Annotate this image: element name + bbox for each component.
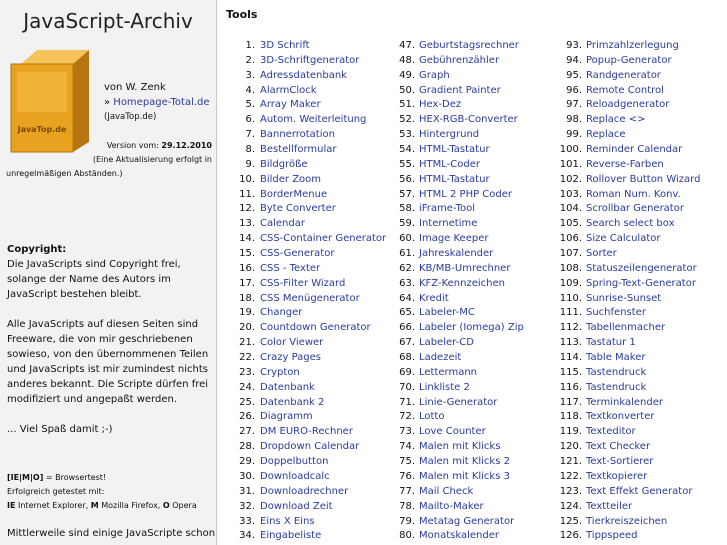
- tool-number: 52.: [399, 114, 415, 126]
- tool-number: 19.: [239, 307, 255, 319]
- tool-link[interactable]: Text-Sortierer: [586, 456, 654, 468]
- tool-number: 16.: [239, 262, 255, 274]
- tool-number: 22.: [239, 352, 255, 364]
- tool-number: 1.: [245, 40, 255, 51]
- tool-number: 57.: [399, 188, 415, 200]
- tool-number: 32.: [239, 500, 255, 512]
- tool-number: 58.: [399, 203, 415, 215]
- tool-number: 74.: [399, 441, 415, 453]
- tool-link[interactable]: Eins X Eins: [260, 515, 315, 527]
- site-title: JavaScript-Archiv: [23, 9, 193, 33]
- browser-list: [7, 499, 213, 513]
- tool-number: 18.: [239, 292, 255, 304]
- tool-link[interactable]: Size Calculator: [586, 233, 661, 245]
- tool-link[interactable]: Monatskalender: [419, 530, 499, 542]
- tool-number: 105.: [559, 218, 582, 230]
- tool-number: 117.: [559, 396, 582, 408]
- tool-number: 120.: [559, 441, 582, 453]
- tool-number: 123.: [559, 485, 582, 497]
- tool-number: 2.: [245, 54, 255, 66]
- tool-number: 13.: [239, 218, 255, 230]
- tool-number: 68.: [399, 352, 415, 364]
- tool-link[interactable]: Textkopierer: [586, 470, 648, 482]
- tool-number: 103.: [559, 188, 582, 200]
- tool-number: 71.: [399, 396, 415, 408]
- tool-link[interactable]: CSS - Texter: [260, 262, 321, 274]
- tool-number: 20.: [239, 322, 255, 334]
- tool-link[interactable]: Replace <>: [586, 114, 646, 126]
- tool-link[interactable]: Dropdown Calendar: [260, 441, 360, 453]
- tool-link[interactable]: Lotto: [419, 411, 445, 423]
- tool-number: 49.: [399, 69, 415, 81]
- tool-link[interactable]: Mail Check: [419, 485, 474, 497]
- tool-link[interactable]: Love Counter: [419, 426, 486, 438]
- tool-link[interactable]: Bildgröße: [260, 158, 308, 170]
- tool-link[interactable]: Gebührenzähler: [419, 54, 500, 66]
- tool-link[interactable]: HTML-Coder: [419, 158, 480, 170]
- tool-link[interactable]: Byte Converter: [260, 203, 336, 215]
- tool-number: 108.: [559, 262, 582, 274]
- tool-link[interactable]: Gradient Painter: [419, 84, 501, 96]
- tool-link[interactable]: Color Viewer: [260, 337, 324, 349]
- tool-link[interactable]: 3D Schrift: [260, 40, 310, 51]
- tool-link[interactable]: KFZ-Kennzeichen: [419, 277, 505, 289]
- tool-number: 72.: [399, 411, 415, 423]
- tool-number: 6.: [245, 114, 255, 126]
- tool-link[interactable]: Crazy Pages: [260, 352, 321, 364]
- tool-link[interactable]: Labeler-MC: [419, 307, 475, 319]
- tool-link[interactable]: Statuszeilengenerator: [586, 262, 697, 274]
- tool-link[interactable]: Reverse-Farben: [586, 158, 664, 170]
- homepage-line: [104, 95, 210, 110]
- tool-link[interactable]: Downloadcalc: [260, 470, 330, 482]
- tool-number: 110.: [559, 292, 582, 304]
- tool-link[interactable]: HEX-RGB-Converter: [419, 114, 518, 126]
- tool-number: 17.: [239, 277, 255, 289]
- browser-o-code: O: [162, 501, 170, 510]
- tool-link[interactable]: Linie-Generator: [419, 396, 498, 408]
- tool-link[interactable]: Search select box: [586, 218, 675, 230]
- tool-number: 51.: [399, 99, 415, 111]
- tool-link[interactable]: Bilder Zoom: [260, 173, 322, 185]
- tool-link[interactable]: Rollover Button Wizard: [586, 173, 701, 185]
- tool-link[interactable]: CSS Menügenerator: [260, 292, 360, 304]
- tool-number: 14.: [239, 233, 255, 245]
- tool-number: 101.: [559, 158, 582, 170]
- tool-number: 94.: [566, 54, 582, 66]
- tool-number: 34.: [239, 530, 255, 542]
- browser-legend: [7, 471, 213, 485]
- homepage-prefix: »: [104, 97, 114, 108]
- tool-link[interactable]: Graph: [419, 69, 450, 81]
- tool-number: 104.: [559, 203, 582, 215]
- tool-number: 111.: [559, 307, 582, 319]
- tool-link[interactable]: Malen mit Klicks: [419, 441, 501, 453]
- tool-number: 27.: [239, 426, 255, 438]
- tool-number: 97.: [566, 99, 582, 111]
- copyright-text-1: Die JavaScripts sind Copyright frei, solange der Name des Autors im JavaScript bestehen bleibt.: [7, 259, 181, 300]
- tool-number: 62.: [399, 262, 415, 274]
- tool-number: 79.: [399, 515, 415, 527]
- tool-link[interactable]: Sorter: [586, 248, 617, 260]
- tool-link[interactable]: Eingabeliste: [260, 530, 322, 542]
- tool-number: 69.: [399, 366, 415, 378]
- browser-o-name: Opera: [169, 501, 197, 510]
- tool-link[interactable]: Countdown Generator: [260, 322, 371, 334]
- tool-link[interactable]: Sunrise-Sunset: [586, 292, 662, 304]
- tool-number: 65.: [399, 307, 415, 319]
- tool-link[interactable]: Primzahlzerlegung: [586, 40, 679, 51]
- tool-number: 23.: [239, 366, 255, 378]
- tool-number: 10.: [239, 173, 255, 185]
- tool-link[interactable]: Changer: [260, 307, 303, 319]
- tool-number: 125.: [559, 515, 582, 527]
- tool-number: 48.: [399, 54, 415, 66]
- tool-number: 64.: [399, 292, 415, 304]
- tool-number: 107.: [559, 248, 582, 260]
- tool-link[interactable]: Bestellformular: [260, 144, 337, 156]
- browser-legend-text: = Browsertest!: [43, 473, 107, 482]
- tool-link[interactable]: DM EURO-Rechner: [260, 426, 353, 438]
- version-note-cont: unregelmäßigen Abständen.): [6, 169, 123, 178]
- tool-number: 25.: [239, 396, 255, 408]
- version-note: (Eine Aktualisierung erfolgt in: [92, 155, 212, 164]
- tool-link[interactable]: Tabellenmacher: [586, 322, 666, 334]
- tool-link[interactable]: Randgenerator: [586, 69, 661, 81]
- tool-number: 100.: [559, 144, 582, 156]
- tool-link[interactable]: Doppelbutton: [260, 456, 329, 468]
- copyright-text-3: ... Viel Spaß damit ;-): [7, 424, 113, 435]
- tool-number: 59.: [399, 218, 415, 230]
- tool-link[interactable]: Tippspeed: [586, 530, 638, 542]
- tool-link[interactable]: BorderMenue: [260, 188, 328, 200]
- tool-number: 77.: [399, 485, 415, 497]
- tool-number: 31.: [239, 485, 255, 497]
- tool-link[interactable]: Spring-Text-Generator: [586, 277, 696, 289]
- version-prefix: Version vom:: [106, 141, 162, 150]
- browser-test-block: [7, 471, 213, 513]
- tool-number: 54.: [399, 144, 415, 156]
- copyright-title: Copyright:: [7, 244, 67, 255]
- tool-link[interactable]: Text Effekt Generator: [586, 485, 693, 497]
- tool-number: 96.: [566, 84, 582, 96]
- tool-link[interactable]: Malen mit Klicks 3: [419, 470, 510, 482]
- tool-link[interactable]: Tierkreiszeichen: [586, 515, 668, 527]
- tool-link[interactable]: Remote Control: [586, 84, 664, 96]
- tool-link[interactable]: Texteditor: [586, 426, 636, 438]
- tool-link[interactable]: CSS-Container Generator: [260, 233, 387, 245]
- tool-link[interactable]: AlarmClock: [260, 84, 317, 96]
- tool-number: 24.: [239, 381, 255, 393]
- tool-number: 53.: [399, 129, 415, 141]
- tool-link[interactable]: Scrollbar Generator: [586, 203, 684, 215]
- tool-number: 33.: [239, 515, 255, 527]
- copyright-text-2: Alle JavaScripts auf diesen Seiten sind Freeware, die von mir geschriebenen sowieso, von den übernommenen Teilen und JavaScripts ist mir zumindest nichts anderes bekannt. Die Scripte dürfen frei modifiziert und angepaßt werden.: [7, 319, 209, 405]
- tool-number: 73.: [399, 426, 415, 438]
- logo-text: JavaTop.de: [17, 125, 67, 134]
- tool-link[interactable]: Crypton: [260, 366, 300, 378]
- tool-link[interactable]: Hex-Dez: [419, 99, 462, 111]
- tool-link[interactable]: Textkonverter: [586, 411, 655, 423]
- tool-number: 7.: [245, 129, 255, 141]
- author-sub: (JavaTop.de): [104, 112, 157, 122]
- tool-link[interactable]: iFrame-Tool: [419, 203, 476, 215]
- tool-link[interactable]: Labeler-CD: [419, 337, 474, 349]
- tool-link[interactable]: Textteiler: [586, 500, 633, 512]
- tool-number: 80.: [399, 530, 415, 542]
- tool-number: 4.: [245, 84, 255, 96]
- tool-link[interactable]: Reloadgenerator: [586, 99, 670, 111]
- tool-number: 70.: [399, 381, 415, 393]
- tool-link[interactable]: Metatag Generator: [419, 515, 515, 527]
- tool-number: 121.: [559, 456, 582, 468]
- tool-number: 12.: [239, 203, 255, 215]
- tool-link[interactable]: Geburtstagsrechner: [419, 40, 519, 51]
- tool-number: 66.: [399, 322, 415, 334]
- tool-link[interactable]: Roman Num. Konv.: [586, 188, 681, 200]
- version-line: [0, 139, 212, 153]
- tool-link[interactable]: Ladezeit: [419, 352, 462, 364]
- tool-link[interactable]: KB/MB-Umrechner: [419, 262, 511, 274]
- tool-number: 113.: [559, 337, 582, 349]
- tool-number: 99.: [566, 129, 582, 141]
- browser-m-name: Mozilla Firefox,: [98, 501, 163, 510]
- tool-number: 21.: [239, 337, 255, 349]
- tool-number: 56.: [399, 173, 415, 185]
- tool-link[interactable]: Download Zeit: [260, 500, 333, 512]
- tool-link[interactable]: Table Maker: [586, 352, 646, 364]
- tool-number: 11.: [239, 188, 255, 200]
- tool-link[interactable]: Hintergrund: [419, 129, 480, 141]
- tool-number: 55.: [399, 158, 415, 170]
- tool-number: 67.: [399, 337, 415, 349]
- tool-link[interactable]: HTML-Tastatur: [419, 173, 490, 185]
- tool-link[interactable]: Lettermann: [419, 366, 478, 378]
- tool-link[interactable]: Datenbank: [260, 381, 315, 393]
- tool-number: 28.: [239, 441, 255, 453]
- tool-link[interactable]: Diagramm: [260, 411, 313, 423]
- browser-m-code: M: [90, 501, 99, 510]
- tool-link[interactable]: Image Keeper: [419, 233, 489, 245]
- tool-number: 76.: [399, 470, 415, 482]
- version-date: 29.12.2010: [161, 141, 212, 150]
- tool-number: 122.: [559, 470, 582, 482]
- tool-number: 102.: [559, 173, 582, 185]
- tool-link[interactable]: CSS-Filter Wizard: [260, 277, 346, 289]
- tool-number: 126.: [559, 530, 582, 542]
- tool-link[interactable]: Labeler (Iomega) Zip: [419, 322, 524, 334]
- tool-number: 106.: [559, 233, 582, 245]
- tool-link[interactable]: CSS-Generator: [260, 248, 335, 260]
- tool-link[interactable]: Adressdatenbank: [260, 69, 347, 81]
- tool-link[interactable]: Kredit: [419, 292, 449, 304]
- tool-link[interactable]: Tastendruck: [586, 381, 647, 393]
- tool-link[interactable]: Suchfenster: [586, 307, 646, 319]
- tool-link[interactable]: HTML-Tastatur: [419, 144, 490, 156]
- browser-tested-label: Erfolgreich getestet mit:: [7, 487, 105, 496]
- tool-link[interactable]: Terminkalender: [586, 396, 663, 408]
- tool-link[interactable]: HTML 2 PHP Coder: [419, 188, 513, 200]
- tool-link[interactable]: Internetime: [419, 218, 478, 230]
- author-block: [104, 80, 210, 125]
- tool-number: 47.: [399, 40, 415, 51]
- tool-link[interactable]: Mailto-Maker: [419, 500, 484, 512]
- tool-number: 119.: [559, 426, 582, 438]
- tool-number: 15.: [239, 248, 255, 260]
- tool-number: 124.: [559, 500, 582, 512]
- copyright-section: [7, 242, 213, 437]
- tool-link[interactable]: Popup-Generator: [586, 54, 672, 66]
- tool-number: 93.: [566, 40, 582, 51]
- tool-link[interactable]: Tastendruck: [586, 366, 647, 378]
- browser-ie-name: Internet Explorer,: [15, 501, 91, 510]
- sidebar: [0, 0, 217, 545]
- tool-link[interactable]: Tastatur 1: [586, 337, 636, 349]
- tool-link[interactable]: Downloadrechner: [260, 485, 349, 497]
- tool-number: 29.: [239, 456, 255, 468]
- tool-link[interactable]: 3D-Schriftgenerator: [260, 54, 360, 66]
- tool-number: 116.: [559, 381, 582, 393]
- tool-number: 60.: [399, 233, 415, 245]
- tool-number: 115.: [559, 366, 582, 378]
- tool-number: 75.: [399, 456, 415, 468]
- tool-number: 5.: [245, 99, 255, 111]
- tool-number: 3.: [245, 69, 255, 81]
- javatop-logo-image: [9, 46, 92, 153]
- tool-number: 78.: [399, 500, 415, 512]
- tool-number: 8.: [245, 144, 255, 156]
- tool-number: 114.: [559, 352, 582, 364]
- tool-number: 63.: [399, 277, 415, 289]
- tool-number: 50.: [399, 84, 415, 96]
- closing-text: Mittlerweile sind einige JavaScripte schon: [7, 528, 216, 539]
- author-name: von W. Zenk: [104, 82, 166, 93]
- tool-link[interactable]: Linkliste 2: [419, 381, 470, 393]
- box-logo-icon: [9, 46, 92, 153]
- tool-number: 95.: [566, 69, 582, 81]
- tool-link[interactable]: Array Maker: [260, 99, 321, 111]
- tool-number: 9.: [245, 158, 255, 170]
- tool-link[interactable]: Autom. Weiterleitung: [260, 114, 367, 126]
- tool-link[interactable]: Replace: [586, 129, 626, 141]
- tools-heading: Tools: [226, 8, 258, 21]
- tool-link[interactable]: Text Checker: [586, 441, 651, 453]
- tool-number: 98.: [566, 114, 582, 126]
- version-block: [0, 139, 212, 181]
- tool-link[interactable]: Malen mit Klicks 2: [419, 456, 510, 468]
- homepage-link[interactable]: Homepage-Total.de: [113, 97, 210, 108]
- tool-number: 26.: [239, 411, 255, 423]
- tool-number: 61.: [399, 248, 415, 260]
- browser-ie-code: IE: [7, 501, 16, 510]
- tool-link[interactable]: Jahreskalender: [419, 248, 494, 260]
- tool-number: 30.: [239, 470, 255, 482]
- browser-legend-codes: [IE|M|O]: [7, 473, 44, 482]
- tool-number: 112.: [559, 322, 582, 334]
- tool-link[interactable]: Reminder Calendar: [586, 144, 683, 156]
- tool-number: 109.: [559, 277, 582, 289]
- tool-link[interactable]: Calendar: [260, 218, 305, 230]
- tool-link[interactable]: Bannerrotation: [260, 129, 335, 141]
- tool-link[interactable]: Datenbank 2: [260, 396, 325, 408]
- tool-number: 118.: [559, 411, 582, 423]
